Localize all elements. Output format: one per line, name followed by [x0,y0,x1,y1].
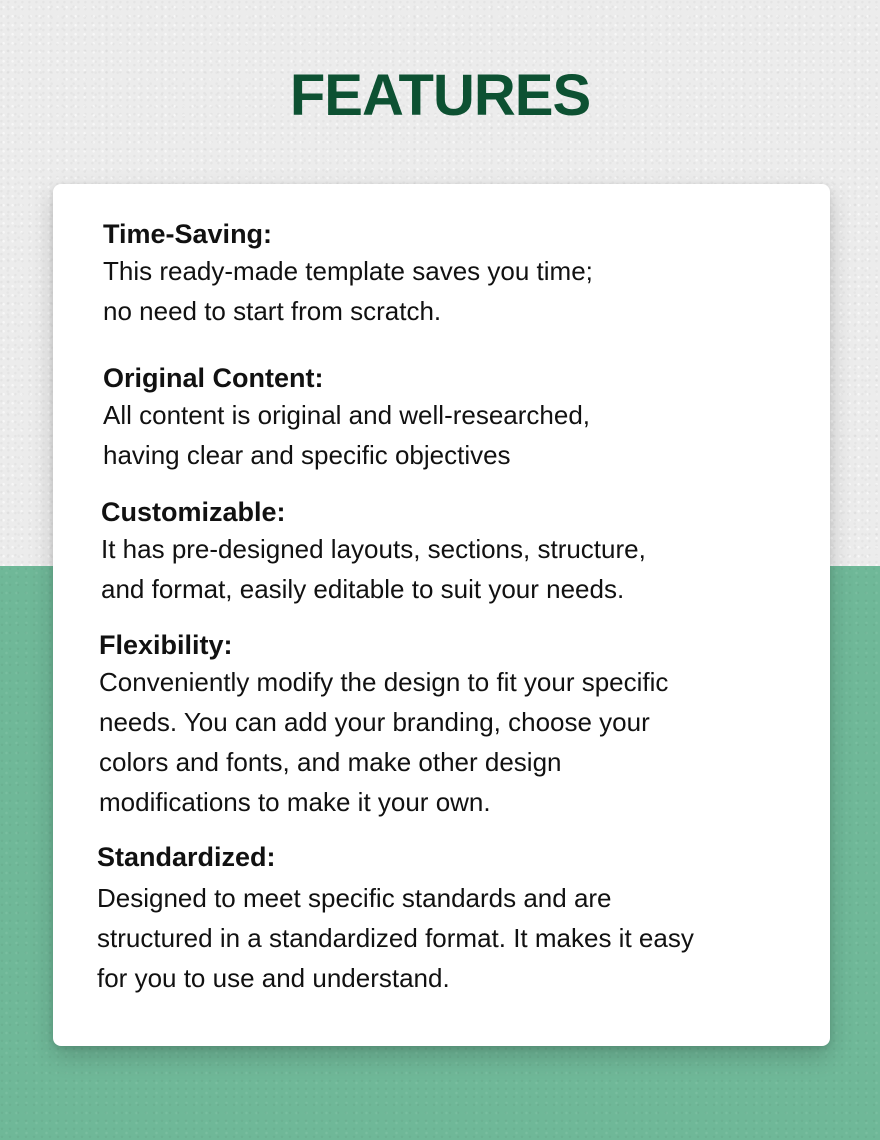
feature-description-line: This ready-made template saves you time; [103,256,593,286]
feature-heading: Standardized: [97,842,276,872]
feature-description-line: colors and fonts, and make other design [99,747,562,777]
feature-heading: Flexibility: [99,630,233,660]
feature-description [101,529,646,609]
feature-original-content [103,361,590,475]
feature-description-line: having clear and specific objectives [103,440,511,470]
feature-standardized [97,840,694,998]
feature-description [97,878,694,998]
feature-description-line: for you to use and understand. [97,963,450,993]
feature-heading: Original Content: [103,363,324,393]
feature-description-line: Designed to meet specific standards and are [97,883,612,913]
feature-description-line: All content is original and well-researched, [103,400,591,430]
feature-time-saving [103,217,593,331]
feature-description [103,251,593,331]
page-title: FEATURES [289,63,591,128]
feature-description-line: modifications to make it your own. [99,787,491,817]
feature-description [99,662,668,822]
feature-description-line: no need to start from scratch. [103,296,442,326]
feature-description-line: structured in a standardized format. It makes it easy [97,923,694,953]
features-card [53,184,830,1046]
feature-heading: Time-Saving: [103,219,273,249]
feature-customizable [101,495,646,609]
feature-description-line: It has pre-designed layouts, sections, structure, [101,534,646,564]
feature-flexibility [99,628,668,822]
feature-description-line: Conveniently modify the design to fit your specific [99,667,669,697]
feature-heading: Customizable: [101,497,286,527]
feature-description [103,395,590,475]
feature-description-line: and format, easily editable to suit your needs. [101,574,625,604]
feature-description-line: needs. You can add your branding, choose your [99,707,650,737]
